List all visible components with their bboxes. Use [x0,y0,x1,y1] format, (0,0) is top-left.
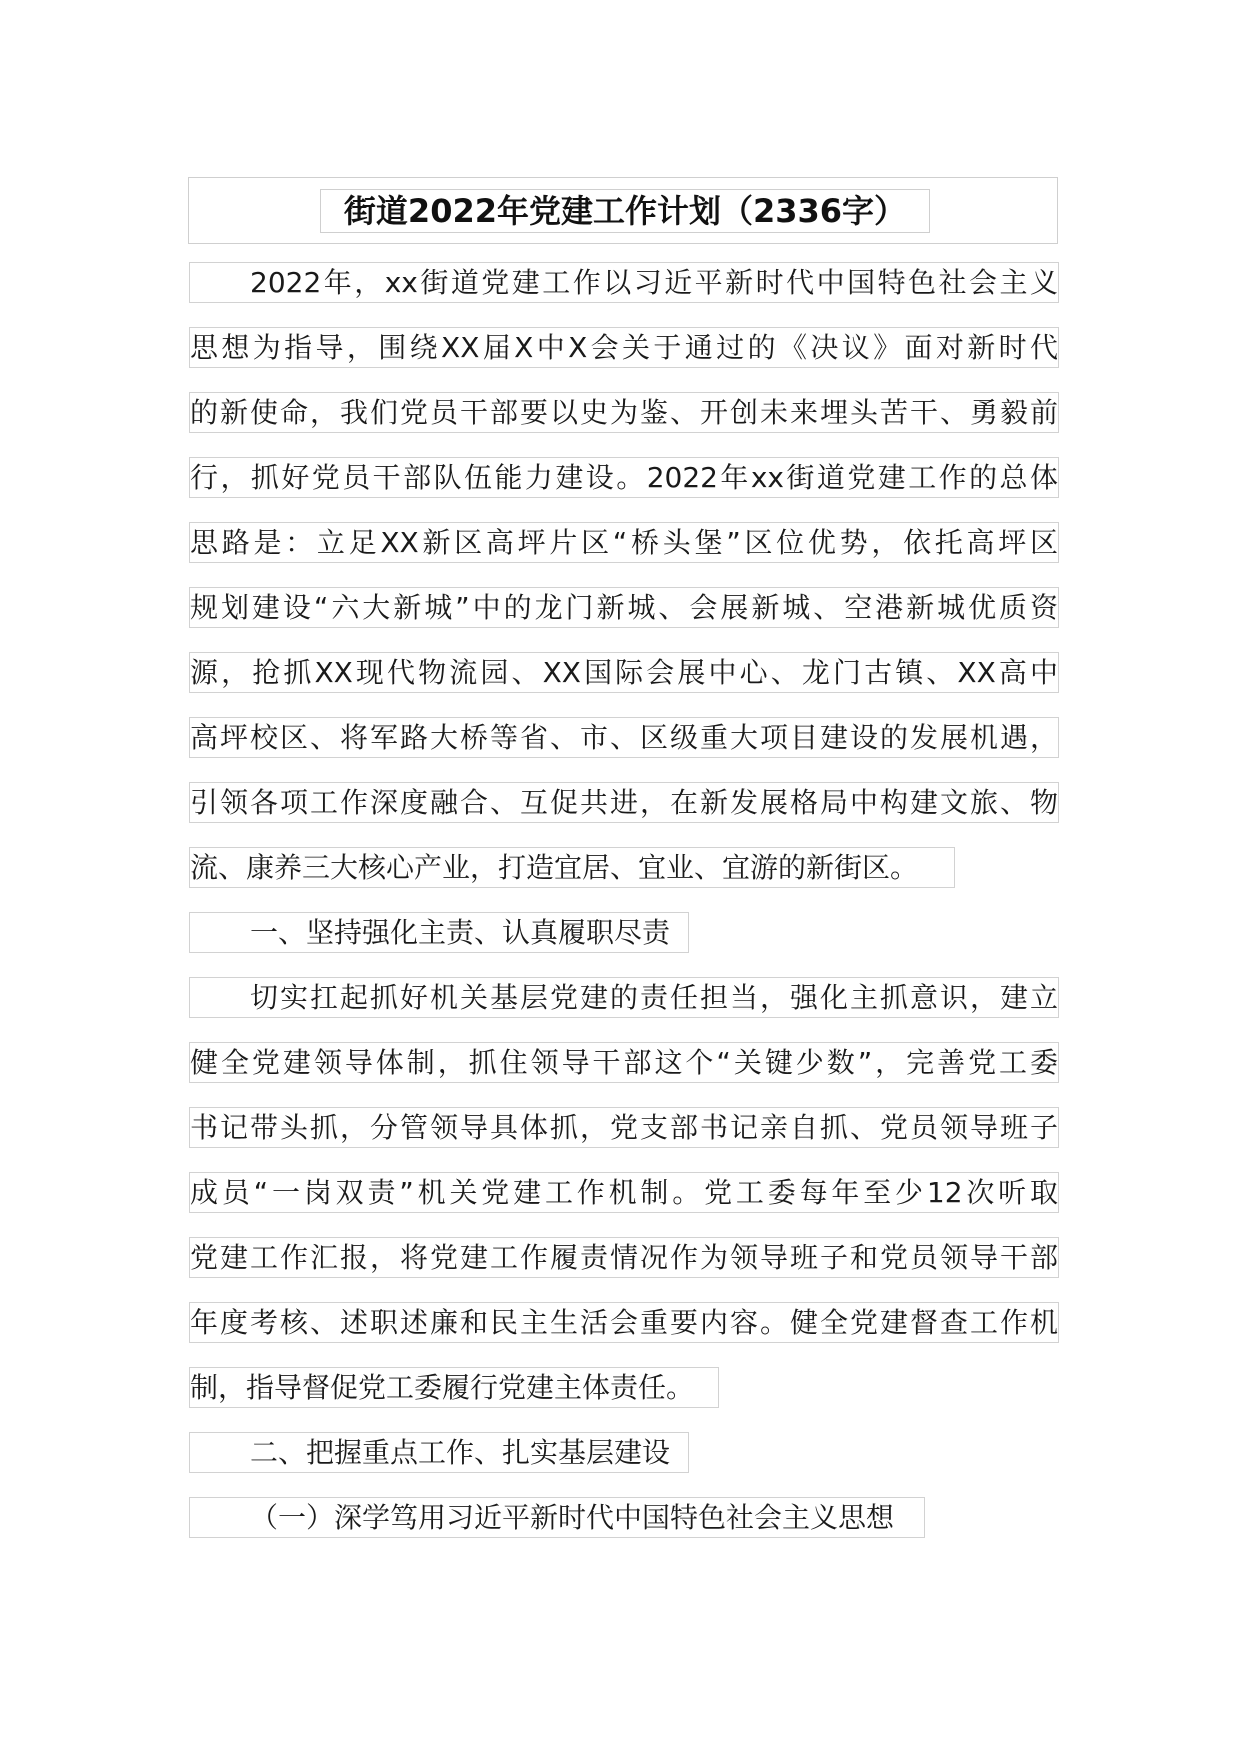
text-line: 健全党建领导体制，抓住领导干部这个“关键少数”，完善党工委 [189,1042,1059,1083]
text-line: 规划建设“六大新城”中的龙门新城、会展新城、空港新城优质资 [189,587,1059,628]
text-line: 的新使命，我们党员干部要以史为鉴、开创未来埋头苦干、勇毅前 [189,392,1059,433]
text-line: 2022年，xx街道党建工作以习近平新时代中国特色社会主义 [189,262,1059,303]
text-line: 流、康养三大核心产业，打造宜居、宜业、宜游的新街区。 [189,847,955,888]
section-heading: 一、坚持强化主责、认真履职尽责 [189,912,689,953]
text-line: 思路是：立足XX新区高坪片区“桥头堡”区位优势，依托高坪区 [189,522,1059,563]
text-line: 年度考核、述职述廉和民主生活会重要内容。健全党建督查工作机 [189,1302,1059,1343]
text-line: 行，抓好党员干部队伍能力建设。2022年xx街道党建工作的总体 [189,457,1059,498]
text-line: 源，抢抓XX现代物流园、XX国际会展中心、龙门古镇、XX高中 [189,652,1059,693]
subsection-heading: （一）深学笃用习近平新时代中国特色社会主义思想 [189,1497,925,1538]
text-line: 引领各项工作深度融合、互促共进，在新发展格局中构建文旅、物 [189,782,1059,823]
text-line: 党建工作汇报，将党建工作履责情况作为领导班子和党员领导干部 [189,1237,1059,1278]
text-line: 切实扛起抓好机关基层党建的责任担当，强化主抓意识，建立 [189,977,1059,1018]
text-line: 书记带头抓，分管领导具体抓，党支部书记亲自抓、党员领导班子 [189,1107,1059,1148]
text-line: 制，指导督促党工委履行党建主体责任。 [189,1367,719,1408]
section-heading: 二、把握重点工作、扎实基层建设 [189,1432,689,1473]
text-line: 思想为指导，围绕XX届X中X会关于通过的《决议》面对新时代 [189,327,1059,368]
document-title: 街道2022年党建工作计划（2336字） [320,189,930,233]
text-line: 成员“一岗双责”机关党建工作机制。党工委每年至少12次听取 [189,1172,1059,1213]
text-line: 高坪校区、将军路大桥等省、市、区级重大项目建设的发展机遇， [189,717,1059,758]
